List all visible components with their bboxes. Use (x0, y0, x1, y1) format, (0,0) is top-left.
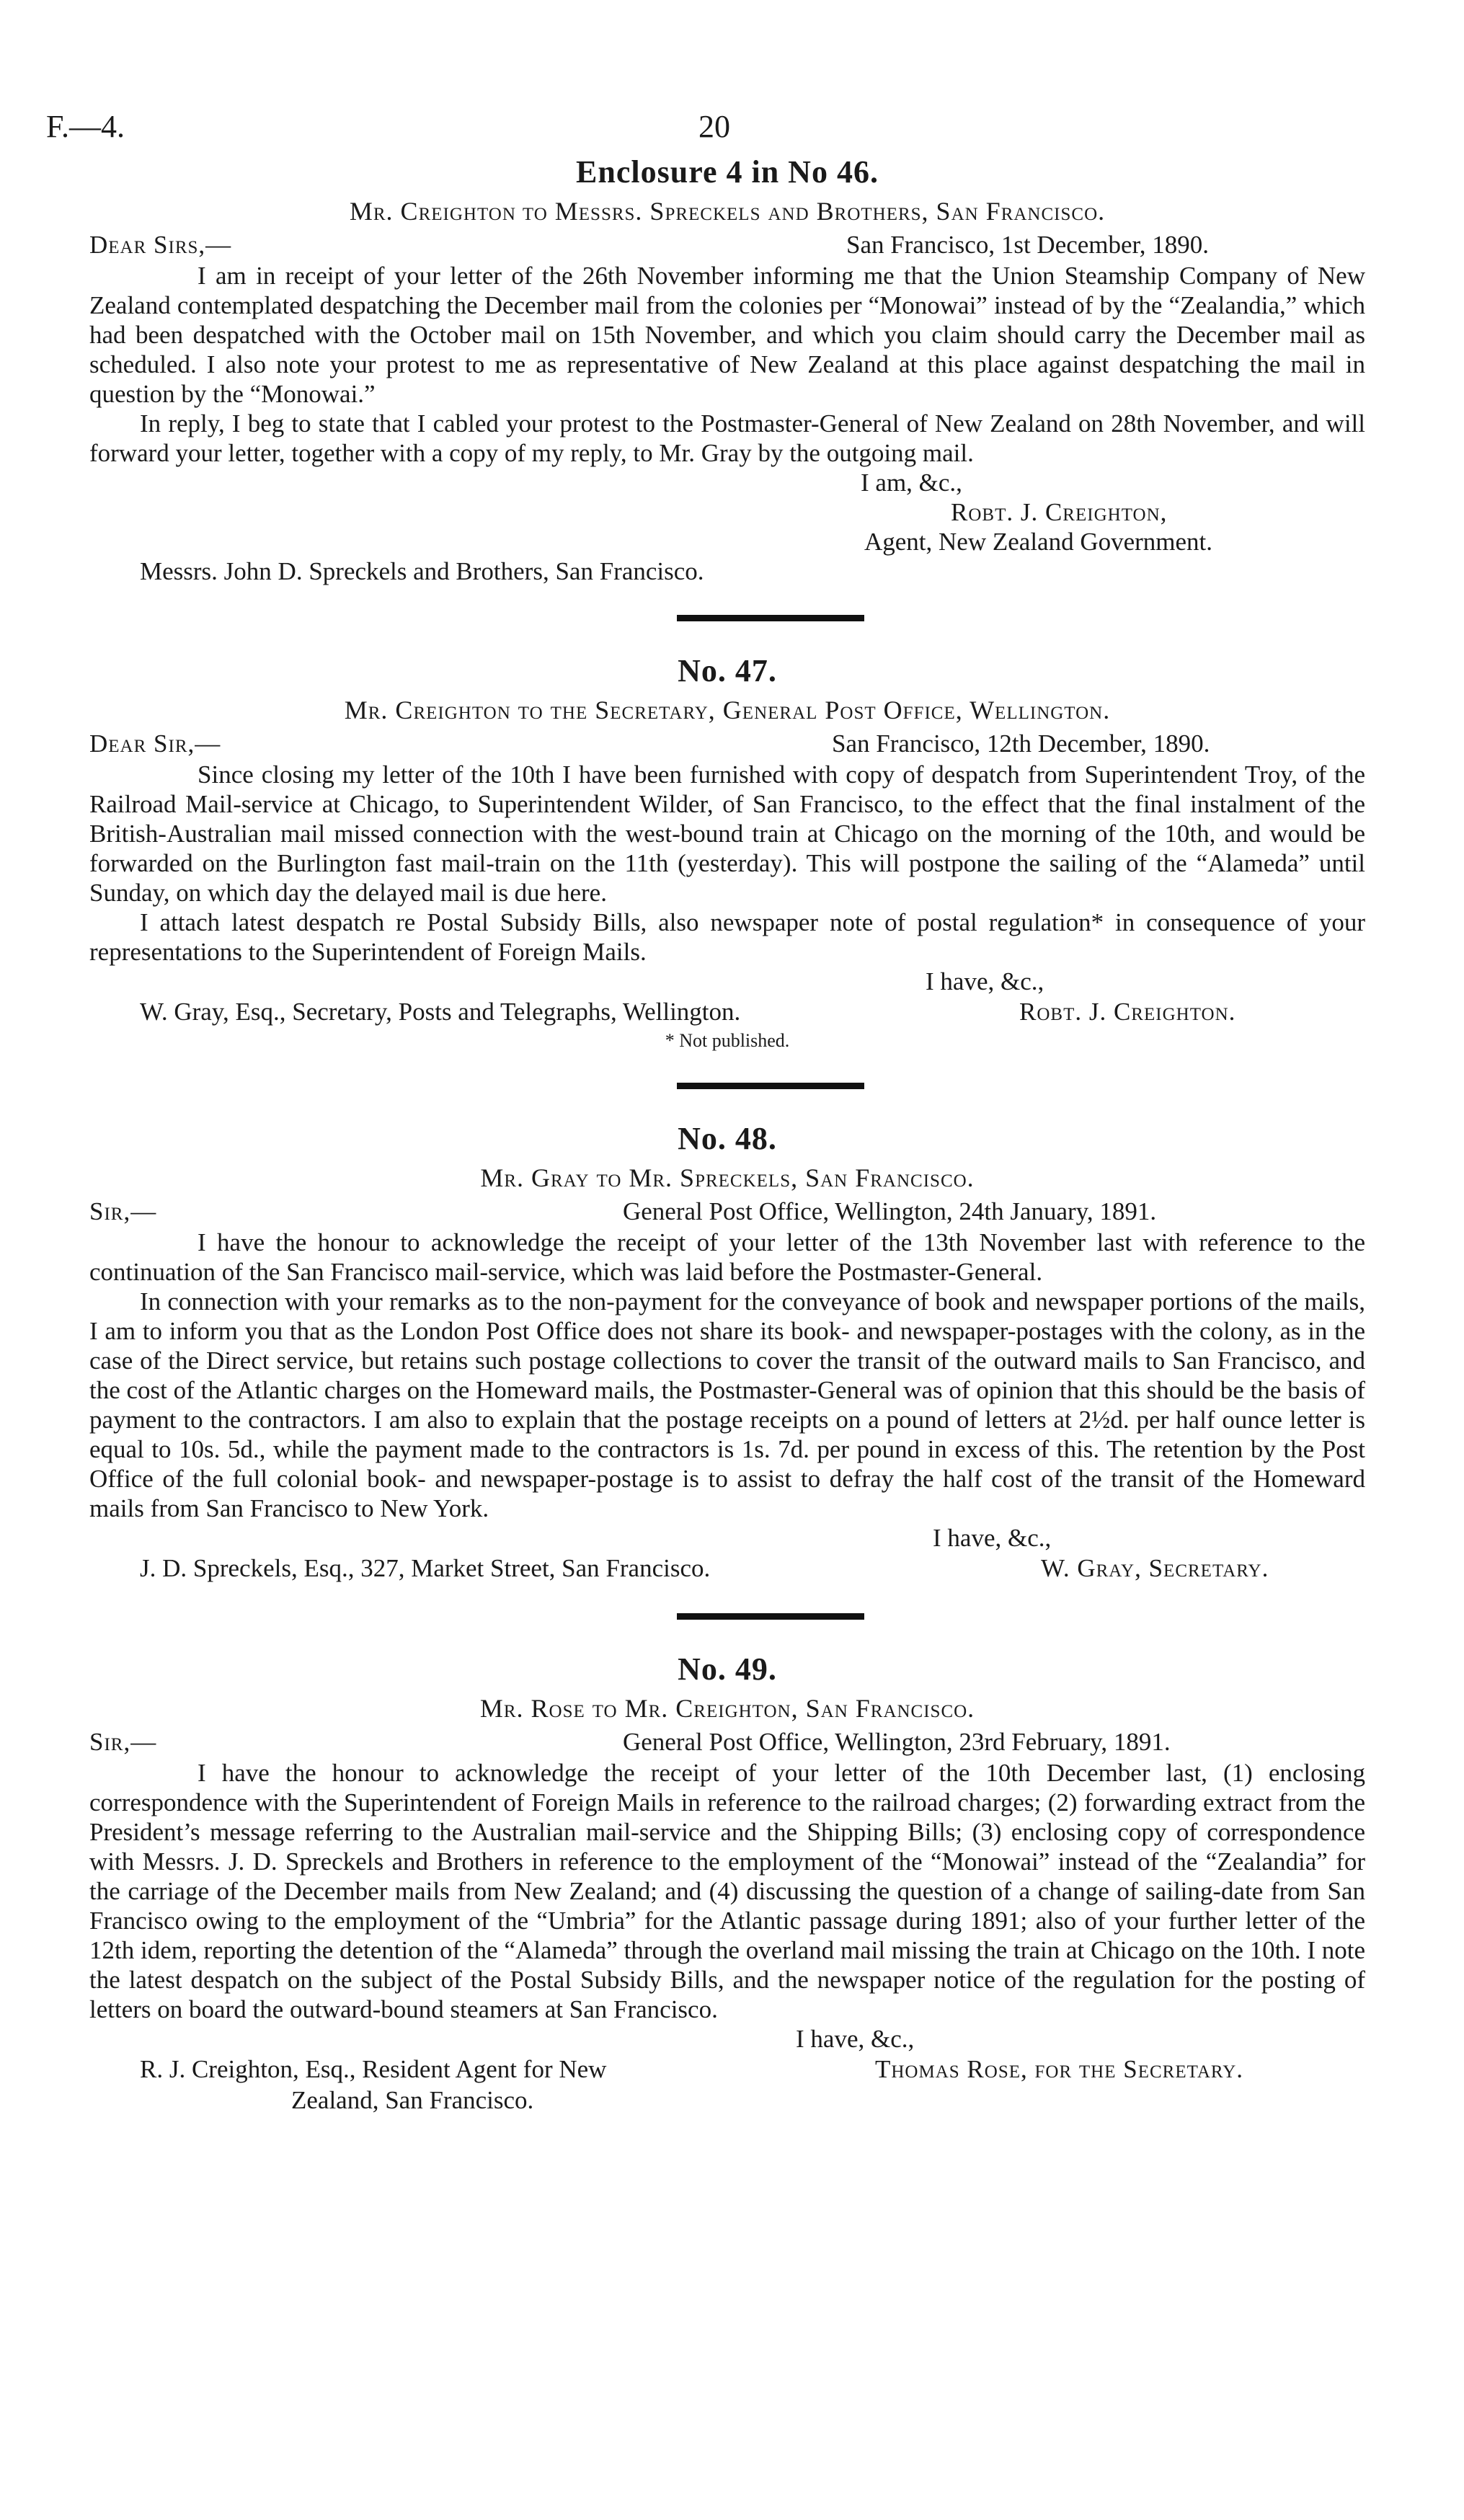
letter-body (89, 261, 1365, 468)
letter-subheading: Mr. Creighton to the Secretary, General Post Office, Wellington. (344, 696, 1111, 724)
paragraph: I have the honour to acknowledge the receipt of your letter of the 13th November last with reference to the continuation of the San Francisco mail-service, which was laid before the Postmaster-General. (89, 1228, 1365, 1286)
addressee: J. D. Spreckels, Esq., 327, Market Street, San Francisco. (140, 1554, 711, 1582)
addressee-continued: Zealand, San Francisco. (291, 2086, 534, 2114)
paper-reference: F.—4. (46, 109, 125, 144)
signature-title: Agent, New Zealand Government. (864, 528, 1213, 556)
paragraph: I attach latest despatch re Postal Subsidy Bills, also newspaper note of postal regulation* in consequence of your representations to the Superintendent of Foreign Mails. (89, 908, 1365, 966)
salutation-row (89, 229, 1365, 261)
paragraph: In reply, I beg to state that I cabled your protest to the Postmaster-General of New Zealand on 28th November, and will forward your letter, together with a copy of my reply, to Mr. Gray by the outgoing mail. (89, 409, 1365, 467)
signature: Robt. J. Creighton. (1019, 998, 1236, 1026)
signature: Robt. J. Creighton, (951, 498, 1168, 526)
document-page (46, 101, 1365, 2115)
salutation: Sir,— (89, 1728, 157, 1756)
addressee: W. Gray, Esq., Secretary, Posts and Telegraphs, Wellington. (140, 998, 741, 1026)
salutation: Dear Sir,— (89, 729, 221, 758)
letter-no-47 (89, 650, 1365, 1054)
paragraph: In connection with your remarks as to the non-payment for the conveyance of book and newspaper portions of the mails, I am to inform you that as the London Post Office does not share its book- and newspaper-postages with the colony, as in the case of the Direct service, but retains such postage collections to cover the transit of the outward mails to San Francisco, and the cost of the Atlantic charges on the Homeward mails, the Postmaster-General was of opinion that this should be the basis of payment to the contractors. I am also to explain that the postage receipts on a pound of letters at 2½d. per half ounce letter is equal to 10s. 5d., while the payment made to the contractors is 1s. 7d. per pound in excess of this. The retention by the Post Office of the full colonial book- and newspaper-postage is to assist to defray the half cost of the transit of the Homeward mails from San Francisco to New York. (89, 1287, 1365, 1522)
letter-number: No. 49. (678, 1651, 777, 1687)
salutation-row (89, 1196, 1365, 1228)
section-divider (677, 1083, 864, 1089)
enclosure-to: to Messrs. Spreckels and Brothers, San Francisco. (522, 197, 1106, 226)
paragraph: I am in receipt of your letter of the 26th November informing me that the Union Steamship Company of New Zealand contemplated despatching the December mail from the colonies per “Monowai” instead of by the “Zealandia,” which had been despatched with the October mail on 15th November, and which you claim should carry the December mail as scheduled. I also note your protest to me as representative of New Zealand at this place against despatching the mail in question by the “Monowai.” (89, 262, 1365, 408)
enclosure-title: Enclosure 4 in No 46. (576, 154, 879, 190)
enclosure-from: Mr. Creighton (349, 197, 516, 226)
page-number: 20 (698, 109, 730, 144)
letter-subheading: Mr. Rose to Mr. Creighton, San Francisco. (479, 1694, 975, 1723)
letter-no-49 (89, 1649, 1365, 2115)
closing: I am, &c., (861, 469, 962, 497)
enclosure-4-letter (89, 151, 1365, 586)
paragraph: Since closing my letter of the 10th I have been furnished with copy of despatch from Superintendent Troy, of the Railroad Mail-service at Chicago, to Superintendent Wilder, of San Francisco, to the effect that the final instalment of the British-Australian mail missed connection with the west-bound train at Chicago on the morning of the 10th, and would be forwarded on the Burlington fast mail-train on the 11th (yesterday). This will postpone the sailing of the “Alameda” until Sunday, on which day the delayed mail is due here. (89, 760, 1365, 907)
section-divider (677, 615, 864, 621)
dateline: General Post Office, Wellington, 24th January, 1891. (623, 1197, 1157, 1225)
closing: I have, &c., (933, 1524, 1052, 1552)
letter-no-48 (89, 1118, 1365, 1584)
letter-subheading: Mr. Gray to Mr. Spreckels, San Francisco. (480, 1163, 975, 1192)
closing: I have, &c., (796, 2025, 915, 2053)
letter-body (89, 1758, 1365, 2024)
dateline: San Francisco, 1st December, 1890. (846, 231, 1210, 259)
letter-body (89, 1228, 1365, 1523)
addressee: Messrs. John D. Spreckels and Brothers, San Francisco. (140, 557, 704, 585)
dateline: General Post Office, Wellington, 23rd February, 1891. (623, 1728, 1171, 1756)
signature: Thomas Rose, for the Secretary. (875, 2055, 1244, 2083)
salutation: Dear Sirs,— (89, 231, 232, 259)
addressee-row (89, 2054, 1365, 2085)
salutation-row (89, 728, 1365, 760)
paragraph: I have the honour to acknowledge the receipt of your letter of the 10th December last, (1) enclosing correspondence with the Superintendent of Foreign Mails in reference to the railroad charges; (2) forwarding extract from the President’s message referring to the Australian mail-service and the Shipping Bills; (3) enclosing copy of correspondence with Messrs. J. D. Spreckels and Brothers in reference to the employment of the “Monowai” instead of the “Zealandia” for the carriage of the December mails from New Zealand; and (4) discussing the question of a change of sailing-date from San Francisco owing to the employment of the “Umbria” for the Atlantic passage during 1891; also of your further letter of the 12th idem, reporting the detention of the “Alameda” through the overland mail missing the train at Chicago on the 10th. I note the latest despatch on the subject of the Postal Subsidy Bills, and the newspaper notice of the regulation for the posting of letters on board the outward-bound steamers at San Francisco. (89, 1759, 1365, 2023)
enclosure-subheading (89, 193, 1365, 229)
addressee: R. J. Creighton, Esq., Resident Agent for New (140, 2055, 607, 2083)
addressee-row (89, 1553, 1365, 1584)
dateline: San Francisco, 12th December, 1890. (832, 729, 1210, 758)
letter-number: No. 47. (678, 653, 777, 688)
addressee-row (89, 996, 1365, 1028)
salutation-row (89, 1726, 1365, 1758)
running-header (46, 101, 1365, 151)
letter-body (89, 760, 1365, 967)
closing: I have, &c., (926, 967, 1044, 995)
signature: W. Gray, Secretary. (1041, 1554, 1269, 1582)
footnote: * Not published. (665, 1030, 790, 1051)
salutation: Sir,— (89, 1197, 157, 1225)
letter-number: No. 48. (678, 1121, 777, 1156)
section-divider (677, 1613, 864, 1620)
